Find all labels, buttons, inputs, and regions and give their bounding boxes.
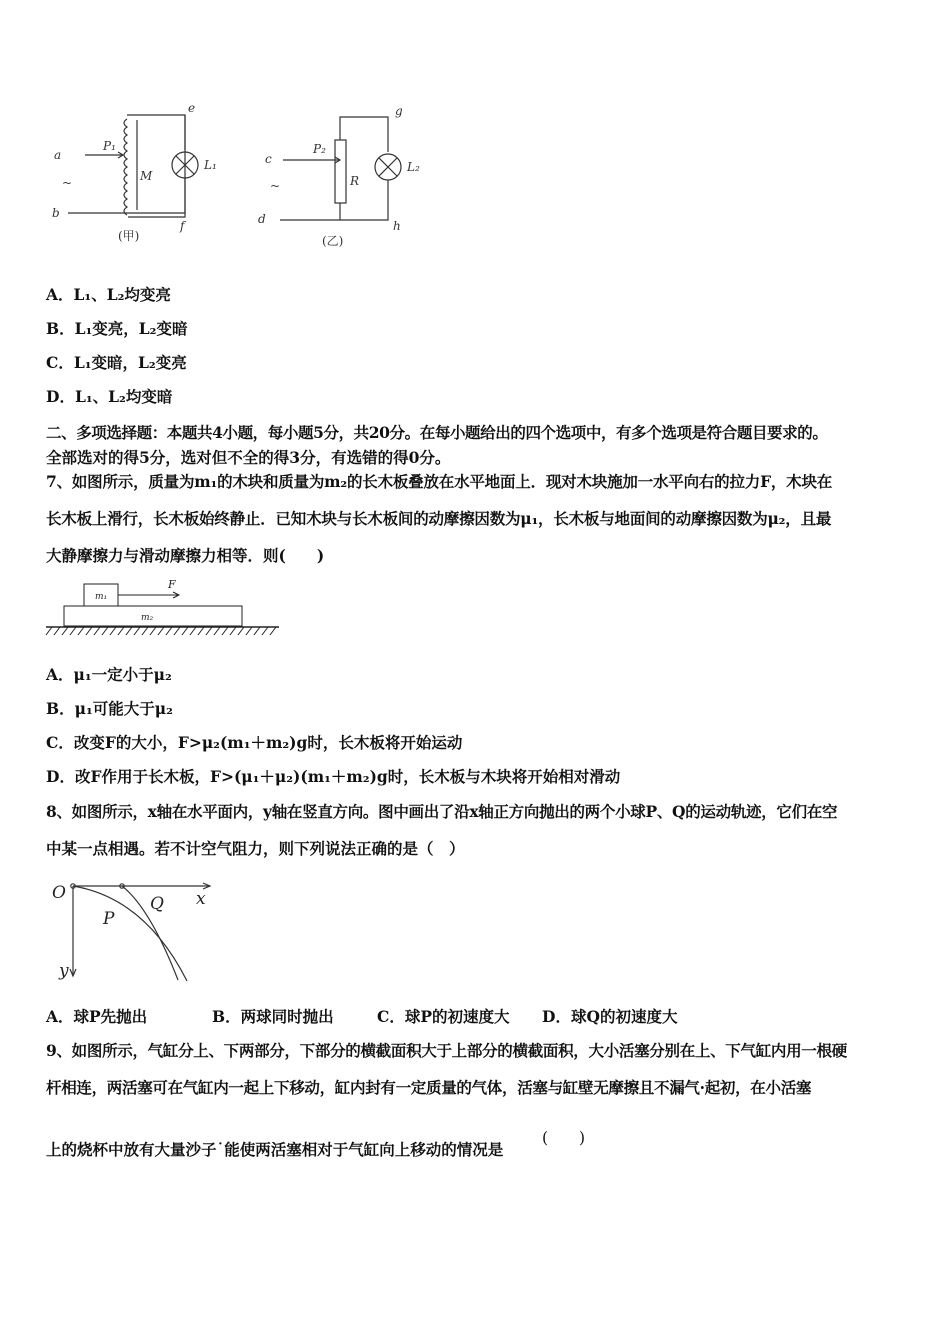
label-F: F	[168, 578, 176, 591]
q8-option-b: B．两球同时抛出	[212, 1007, 334, 1026]
label-P2: P₂	[313, 142, 326, 156]
label-P: P	[103, 909, 115, 929]
circuit-diagram	[40, 95, 440, 255]
ac-symbol: ~	[270, 179, 281, 193]
label-m2: m₂	[141, 613, 154, 623]
label-y-axis: y	[59, 961, 69, 981]
q8-option-c: C．球P的初速度大	[377, 1007, 510, 1026]
projectile-diagram	[50, 878, 220, 983]
label-c: c	[265, 152, 272, 166]
caption-yi: (乙)	[322, 234, 344, 248]
q9-stem-line: 杆相连，两活塞可在气缸内一起上下移动，缸内封有一定质量的气体，活塞与缸壁无摩擦且不漏气·起初，在小活塞	[46, 1078, 812, 1097]
label-Q: Q	[150, 894, 164, 914]
label-M: M	[140, 169, 153, 183]
label-b: b	[52, 206, 60, 220]
label-m1: m₁	[95, 592, 108, 602]
label-e: e	[188, 101, 196, 115]
block-board-diagram	[44, 576, 284, 638]
q6-option-a: A．L₁、L₂均变亮	[46, 285, 171, 304]
label-a: a	[54, 148, 62, 162]
answer-blank: ( )	[542, 1129, 586, 1147]
label-d: d	[258, 212, 266, 226]
ac-symbol: ~	[62, 176, 73, 190]
q6-option-d: D．L₁、L₂均变暗	[46, 387, 173, 406]
q7-option-d: D．改F作用于长木板，F>(μ₁＋μ₂)(m₁＋m₂)g时，长木板与木块将开始相对滑动	[46, 767, 621, 786]
caption-jia: (甲)	[118, 229, 140, 243]
q7-option-a: A．μ₁一定小于μ₂	[46, 665, 172, 684]
q9-stem-line: 上的烧杯中放有大量沙子˙能使两活塞相对于气缸向上移动的情况是	[46, 1140, 504, 1159]
q7-option-c: C．改变F的大小，F>μ₂(m₁＋m₂)g时，长木板将开始运动	[46, 733, 463, 752]
q7-stem-line: 长木板上滑行，长木板始终静止．已知木块与长木板间的动摩擦因数为μ₁，长木板与地面间的动摩擦因数为μ₂，且最	[46, 509, 832, 528]
label-R: R	[350, 174, 360, 188]
section-heading: 二、多项选择题：本题共4小题，每小题5分，共20分。在每小题给出的四个选项中，有多个选项是符合题目要求的。	[46, 423, 828, 442]
label-g: g	[395, 104, 403, 118]
q6-option-c: C．L₁变暗，L₂变亮	[46, 353, 187, 372]
q7-stem-line: 大静摩擦力与滑动摩擦力相等．则( )	[46, 546, 325, 565]
section-scoring: 全部选对的得5分，选对但不全的得3分，有选错的得0分。	[46, 448, 451, 467]
q8-stem-line: 中某一点相遇。若不计空气阻力，则下列说法正确的是（ ）	[46, 839, 465, 858]
label-h: h	[393, 219, 401, 233]
q7-stem-line: 7、如图所示，质量为m₁的木块和质量为m₂的长木板叠放在水平地面上．现对木块施加一水平向右的拉力F，木块在	[46, 472, 833, 491]
q9-stem-line: 9、如图所示，气缸分上、下两部分，下部分的横截面积大于上部分的横截面积，大小活塞分别在上、下气缸内用一根硬	[46, 1041, 847, 1060]
label-x-axis: x	[196, 889, 206, 909]
label-L2: L₂	[407, 160, 420, 174]
q6-option-b: B．L₁变亮，L₂变暗	[46, 319, 188, 338]
label-f: f	[180, 219, 185, 233]
label-origin: O	[52, 883, 66, 903]
label-P1: P₁	[103, 139, 116, 153]
q8-option-d: D．球Q的初速度大	[542, 1007, 678, 1026]
q7-option-b: B．μ₁可能大于μ₂	[46, 699, 173, 718]
q8-option-a: A．球P先抛出	[46, 1007, 148, 1026]
q8-stem-line: 8、如图所示，x轴在水平面内，y轴在竖直方向。图中画出了沿x轴正方向抛出的两个小球P、Q的运动轨迹，它们在空	[46, 802, 838, 821]
q8-options-row	[46, 1007, 677, 1027]
label-L1: L₁	[204, 158, 217, 172]
